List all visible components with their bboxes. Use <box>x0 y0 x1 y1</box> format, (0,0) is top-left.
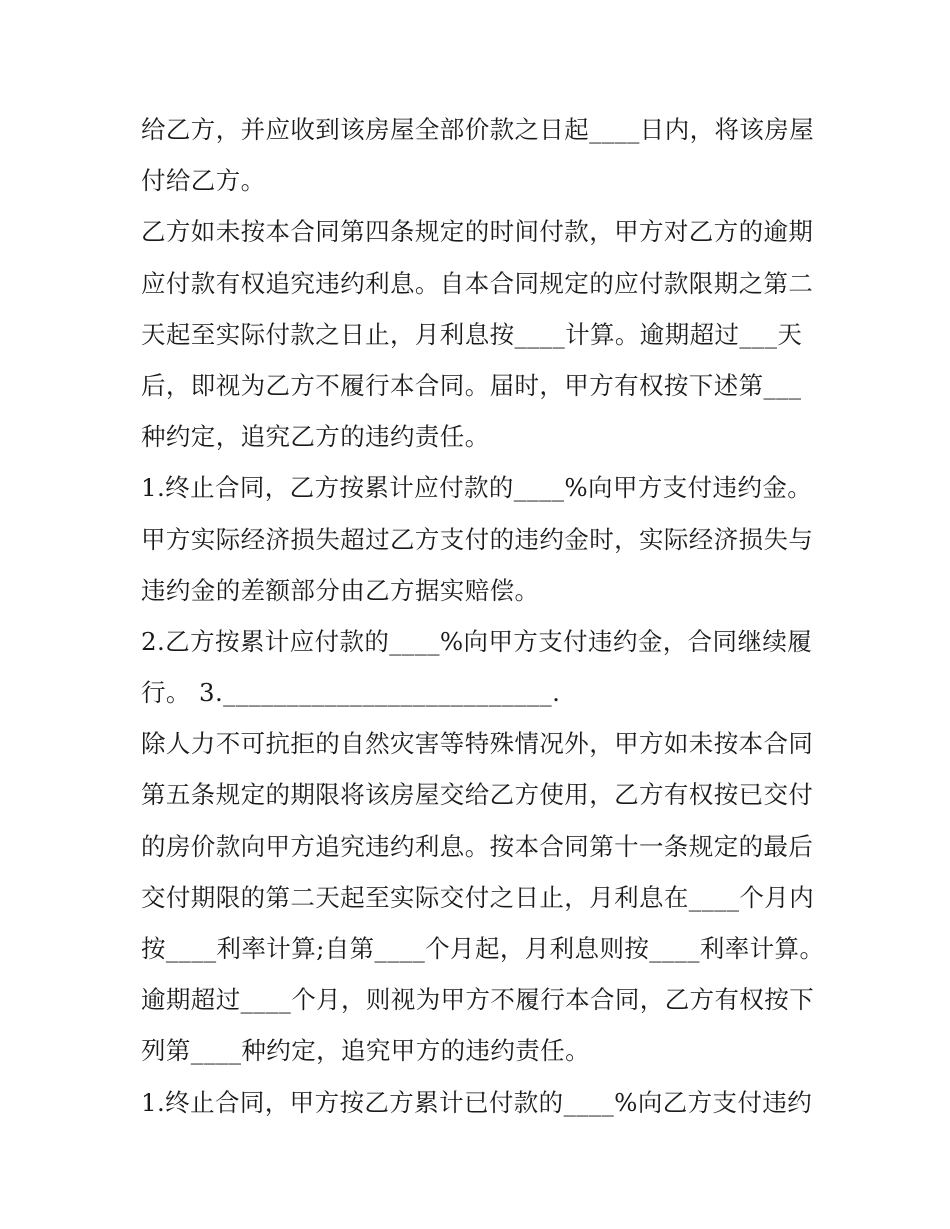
text-line: 按____利率计算;自第____个月起，月利息则按____利率计算。 <box>141 934 825 963</box>
text-line: 行。 3.__________________________. <box>141 678 561 708</box>
text-line: 违约金的差额部分由乙方据实赔偿。 <box>141 575 540 605</box>
text-line: 2.乙方按累计应付款的____%向甲方支付违约金，合同继续履 <box>141 626 813 656</box>
text-line: 乙方如未按本合同第四条规定的时间付款，甲方对乙方的逾期 <box>141 217 814 247</box>
text-line: 种约定，追究乙方的违约责任。 <box>141 422 490 452</box>
text-line: 的房价款向甲方追究违约利息。按本合同第十一条规定的最后 <box>141 831 814 861</box>
text-line: 付给乙方。 <box>141 166 266 196</box>
text-line: 甲方实际经济损失超过乙方支付的违约金时，实际经济损失与 <box>141 524 814 554</box>
text-line: 交付期限的第二天起至实际交付之日止，月利息在____个月内 <box>141 882 815 912</box>
contract-text <box>141 104 825 1128</box>
text-line: 后，即视为乙方不履行本合同。届时，甲方有权按下述第___ <box>141 370 802 400</box>
text-line: 应付款有权追究违约利息。自本合同规定的应付款限期之第二 <box>141 268 814 298</box>
text-line: 1.终止合同，乙方按累计应付款的____%向甲方支付违约金。 <box>141 473 813 503</box>
text-line: 1.终止合同，甲方按乙方累计已付款的____%向乙方支付违约 <box>141 1087 813 1117</box>
text-line: 第五条规定的期限将该房屋交给乙方使用，乙方有权按已交付 <box>141 780 814 810</box>
text-line: 除人力不可抗拒的自然灾害等特殊情况外，甲方如未按本合同 <box>141 729 814 759</box>
text-line: 列第____种约定，追究甲方的违约责任。 <box>141 1036 590 1066</box>
text-line: 给乙方，并应收到该房屋全部价款之日起____日内，将该房屋 <box>141 115 815 144</box>
text-line: 逾期超过____个月，则视为甲方不履行本合同，乙方有权按下 <box>141 985 815 1015</box>
text-line: 天起至实际付款之日止，月利息按____计算。逾期超过___天 <box>141 319 803 349</box>
